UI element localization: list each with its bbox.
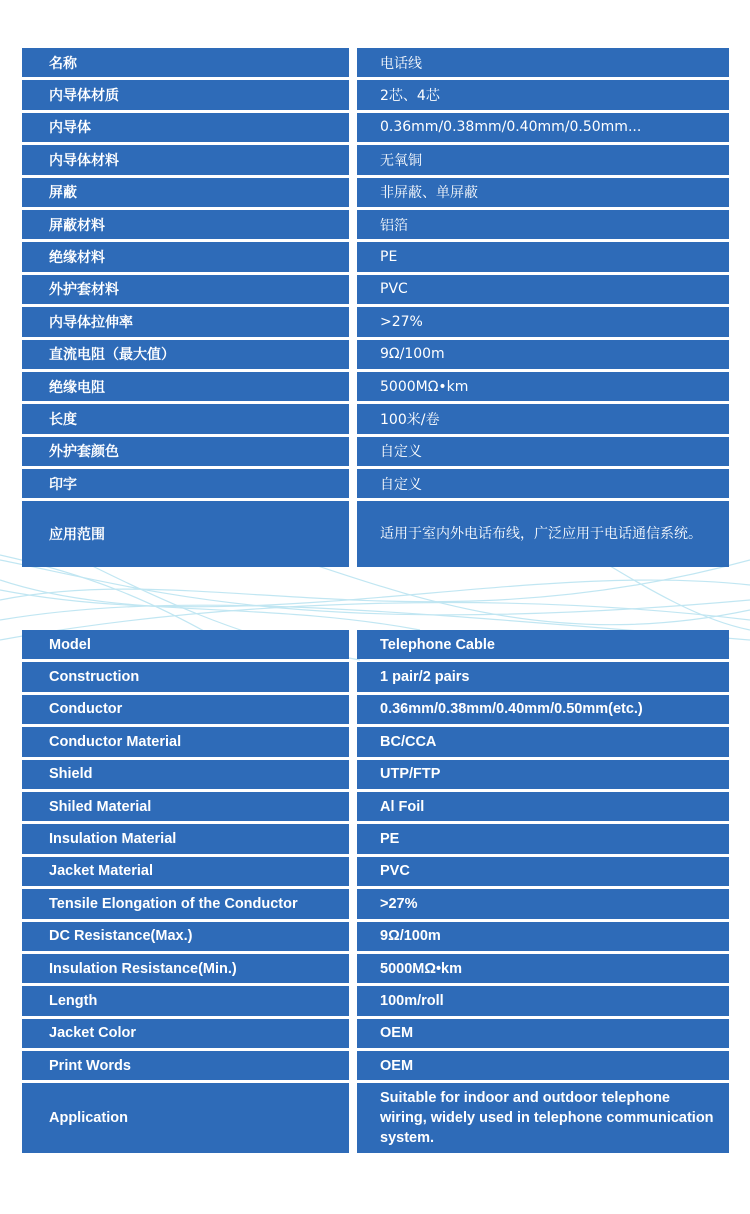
spec-value: 铝箔 xyxy=(357,210,729,239)
table-row xyxy=(22,792,729,821)
spec-value: 5000MΩ•km xyxy=(357,372,729,401)
spec-value: 0.36mm/0.38mm/0.40mm/0.50mm... xyxy=(357,113,729,142)
spec-label: Conductor Material xyxy=(22,727,349,756)
spec-value: 非屏蔽、单屏蔽 xyxy=(357,178,729,207)
table-row xyxy=(22,340,729,369)
spec-value: 9Ω/100m xyxy=(357,922,729,951)
spec-label: 长度 xyxy=(22,404,349,433)
table-row xyxy=(22,889,729,918)
spec-label: Conductor xyxy=(22,695,349,724)
table-row xyxy=(22,372,729,401)
spec-value: OEM xyxy=(357,1019,729,1048)
spec-value: 自定义 xyxy=(357,469,729,498)
spec-label: 应用范围 xyxy=(22,501,349,567)
table-row xyxy=(22,630,729,659)
table-row xyxy=(22,986,729,1015)
spec-label: Print Words xyxy=(22,1051,349,1080)
spec-label: Application xyxy=(22,1083,349,1153)
spec-label: 屏蔽材料 xyxy=(22,210,349,239)
table-row xyxy=(22,178,729,207)
spec-value: BC/CCA xyxy=(357,727,729,756)
table-row xyxy=(22,501,729,567)
spec-value: PE xyxy=(357,824,729,853)
spec-label: Shiled Material xyxy=(22,792,349,821)
spec-value: 100m/roll xyxy=(357,986,729,1015)
table-row xyxy=(22,727,729,756)
table-row xyxy=(22,113,729,142)
spec-label: Insulation Material xyxy=(22,824,349,853)
table-row xyxy=(22,1083,729,1153)
spec-value: 0.36mm/0.38mm/0.40mm/0.50mm(etc.) xyxy=(357,695,729,724)
spec-label: Construction xyxy=(22,662,349,691)
spec-value: UTP/FTP xyxy=(357,760,729,789)
spec-label: 绝缘电阻 xyxy=(22,372,349,401)
spec-value: 9Ω/100m xyxy=(357,340,729,369)
spec-label: Jacket Material xyxy=(22,857,349,886)
spec-label: 内导体 xyxy=(22,113,349,142)
spec-value: PVC xyxy=(357,275,729,304)
spec-value: PE xyxy=(357,242,729,271)
spec-value: 5000MΩ•km xyxy=(357,954,729,983)
spec-label: Length xyxy=(22,986,349,1015)
spec-value: 无氧铜 xyxy=(357,145,729,174)
table-row xyxy=(22,1019,729,1048)
spec-label: Insulation Resistance(Min.) xyxy=(22,954,349,983)
table-row xyxy=(22,695,729,724)
spec-table-chinese xyxy=(22,48,729,570)
table-row xyxy=(22,242,729,271)
table-row xyxy=(22,857,729,886)
spec-value: >27% xyxy=(357,307,729,336)
spec-value: 2芯、4芯 xyxy=(357,80,729,109)
table-row xyxy=(22,437,729,466)
spec-value: PVC xyxy=(357,857,729,886)
spec-label: 内导体材质 xyxy=(22,80,349,109)
spec-label: Model xyxy=(22,630,349,659)
spec-value: Telephone Cable xyxy=(357,630,729,659)
table-row xyxy=(22,824,729,853)
spec-value: 1 pair/2 pairs xyxy=(357,662,729,691)
table-row xyxy=(22,145,729,174)
table-row xyxy=(22,760,729,789)
spec-value: Al Foil xyxy=(357,792,729,821)
spec-label: 内导体材料 xyxy=(22,145,349,174)
table-row xyxy=(22,307,729,336)
spec-label: Shield xyxy=(22,760,349,789)
spec-label: 外护套材料 xyxy=(22,275,349,304)
spec-label: 直流电阻（最大值） xyxy=(22,340,349,369)
spec-label: Tensile Elongation of the Conductor xyxy=(22,889,349,918)
spec-value: 适用于室内外电话布线，广泛应用于电话通信系统。 xyxy=(357,501,729,567)
table-row xyxy=(22,275,729,304)
table-row xyxy=(22,1051,729,1080)
spec-label: 绝缘材料 xyxy=(22,242,349,271)
spec-value: Suitable for indoor and outdoor telephone wiring, widely used in telephone communication system. xyxy=(357,1083,729,1153)
spec-value: 100米/卷 xyxy=(357,404,729,433)
table-row xyxy=(22,48,729,77)
spec-label: Jacket Color xyxy=(22,1019,349,1048)
spec-value: 电话线 xyxy=(357,48,729,77)
spec-label: 印字 xyxy=(22,469,349,498)
table-row xyxy=(22,469,729,498)
spec-value: OEM xyxy=(357,1051,729,1080)
spec-label: 屏蔽 xyxy=(22,178,349,207)
spec-label: 外护套颜色 xyxy=(22,437,349,466)
table-row xyxy=(22,210,729,239)
table-row xyxy=(22,80,729,109)
spec-label: 内导体拉伸率 xyxy=(22,307,349,336)
table-row xyxy=(22,954,729,983)
table-row xyxy=(22,662,729,691)
table-row xyxy=(22,404,729,433)
spec-table-english xyxy=(22,630,729,1156)
spec-value: >27% xyxy=(357,889,729,918)
spec-label: DC Resistance(Max.) xyxy=(22,922,349,951)
spec-value: 自定义 xyxy=(357,437,729,466)
table-row xyxy=(22,922,729,951)
spec-label: 名称 xyxy=(22,48,349,77)
